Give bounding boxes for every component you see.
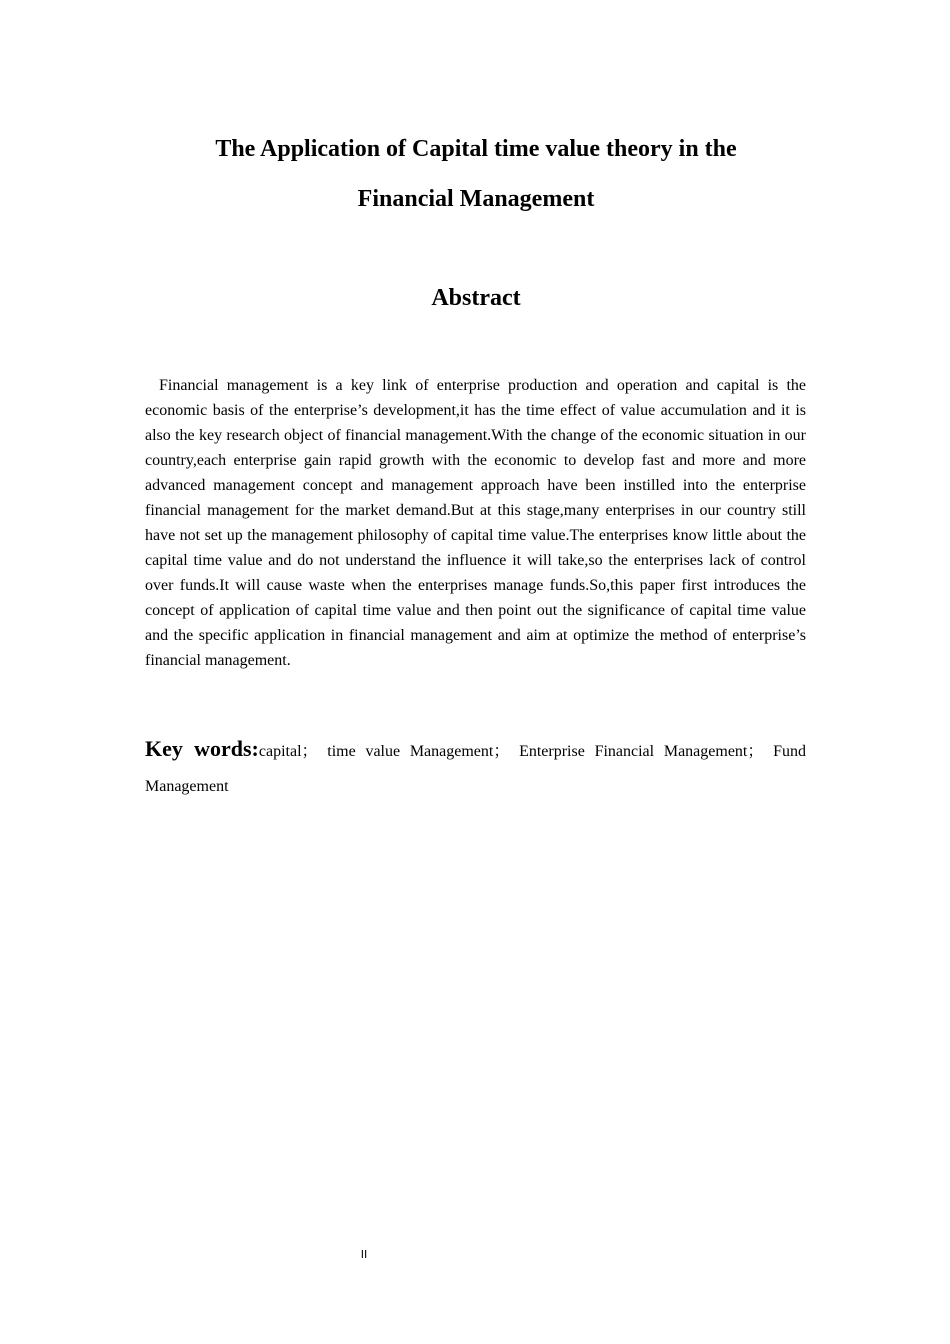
page-number: II bbox=[360, 1248, 368, 1261]
keywords-paragraph bbox=[145, 731, 806, 804]
abstract-body: Financial management is a key link of enterprise production and operation and capital is the economic basis of the enterprise’s development,it has the time effect of value accumulation and it is also the key research object of financial management.With the change of the economic situation in our country,each enterprise gain rapid growth with the economic to develop fast and more and more advanced management concept and management approach have been instilled into the enterprise financial management for the market demand.But at this stage,many enterprises in our country still have not set up the management philosophy of capital time value.The enterprises know little about the capital time value and do not understand the influence it will take,so the enterprises lack of control over funds.It will cause waste when the enterprises manage funds.So,this paper first introduces the concept of application of capital time value and then point out the significance of capital time value and the specific application in financial management and aim at optimize the method of enterprise’s financial management. bbox=[145, 377, 806, 669]
title-line-1: The Application of Capital time value theory in the bbox=[215, 136, 737, 162]
keywords-list: capital； time value Management； Enterprise Financial Management； Fund Management bbox=[145, 743, 806, 795]
title-line-2: Financial Management bbox=[357, 186, 595, 212]
keywords-label: Key words: bbox=[145, 736, 259, 761]
abstract-heading: Abstract bbox=[431, 285, 521, 311]
